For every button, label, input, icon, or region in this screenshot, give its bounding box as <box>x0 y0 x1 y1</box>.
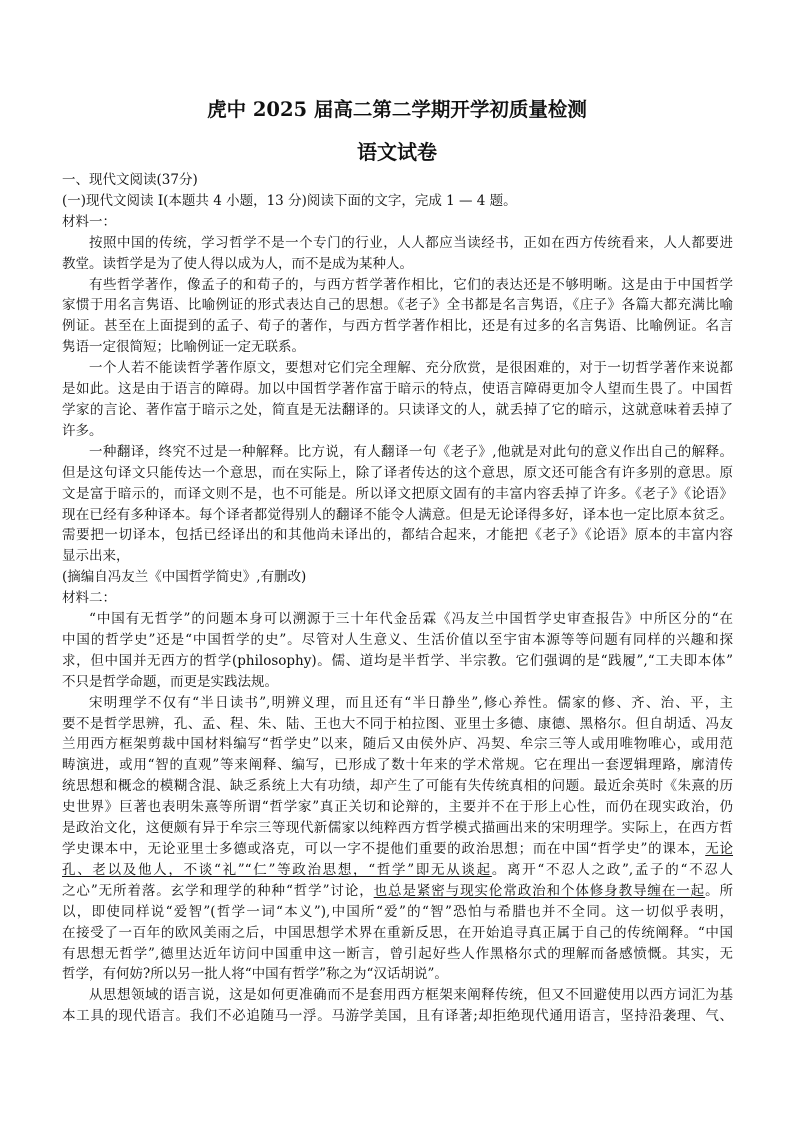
underlined-text: 孔、老以及他人，不谈“礼”“仁”等政治思想，“哲学”即无从谈起 <box>62 861 492 878</box>
text-line: 需要把一切译本，包括已经译出的和其他尚未译出的，都结合起来，才能把《老子》《论语》原本的丰富内容 <box>62 527 733 544</box>
line-text: 学史课本中，无论亚里士多德或洛克，可以一字不提他们重要的政治思想；而在中国“哲学史”的课本， <box>62 841 706 857</box>
text-line: 中国的哲学史”还是“中国哲学的史”。尽管对人生意义、生活价值以至宇宙本源等等问题有同样的兴趣和探 <box>62 631 733 648</box>
line-text: 之心”无所着落。玄学和理学的种种“哲学”讨论， <box>62 882 374 899</box>
paragraph <box>62 985 733 1027</box>
paragraph <box>62 358 733 442</box>
text-line: 文是富于暗示的，而译文则不是，也不可能是。所以译文把原文固有的丰富内容丢掉了许多。《老子》《论语》 <box>62 485 733 502</box>
exam-subtitle: 语文试卷 <box>357 140 437 164</box>
text-line: 按照中国的传统，学习哲学不是一个专门的行业，人人都应当读经书，正如在西方传统看来，人人都要进 <box>89 234 733 251</box>
text-line: 哲学，有何妨?所以另一批人将“中国有哲学”称之为“汉话胡说”。 <box>62 966 448 983</box>
text-line: 在接受了一百年的欧风美雨之后，中国思想学术界在重新反思，在开始追寻真正属于自己的传统阐释。“中国 <box>62 924 733 941</box>
text-line: 一种翻译，终究不过是一种解释。比方说，有人翻译一句《老子》,他就是对此句的意义作出自己的解释。 <box>89 443 733 460</box>
material-two-label: 材料二： <box>62 590 116 607</box>
text-line: “中国有无哲学”的问题本身可以溯源于三十年代金岳霖《冯友兰中国哲学史审查报告》中所区分的“在 <box>89 611 733 628</box>
text-line: 显示出来， <box>62 548 130 565</box>
text-line: 宋明理学不仅有“半日读书”,明辨义理，而且还有“半日静坐”,修心养性。儒家的修、齐、治、平，主 <box>89 694 733 711</box>
line-text: 。离开“不忍人之政”,孟子的“不忍人 <box>491 861 733 878</box>
text-line: 史世界》巨著也表明朱熹等所谓“哲学家”真正关切和论辩的，主要并不在于形上心性，而仍在现实政治，仍 <box>62 799 733 816</box>
text-line: 本工具的现代语言。我们不必追随马一浮。马游学美国，且有译著;却拒绝现代通用语言，坚持沿袭理、气、 <box>62 1008 733 1025</box>
source-citation: (摘编自冯友兰《中国哲学简史》,有删改) <box>62 569 307 586</box>
text-line <box>62 881 733 902</box>
text-line: 现在已经有多种译本。每个译者都觉得别人的翻译不能令人满意。但是无论译得多好，译本也一定比原本贫乏。 <box>62 506 733 523</box>
text-line: 教堂。读哲学是为了使人得以成为人，而不是成为某种人。 <box>62 255 413 272</box>
text-line: 例证。甚至在上面提到的孟子、荀子的著作，与西方哲学著作相比，还是有过多的名言隽语、比喻例证。名言 <box>62 318 733 335</box>
section-instruction: (一)现代文阅读 I(本题共 4 小题，13 分)阅读下面的文字，完成 1 — 4 题。 <box>62 192 517 209</box>
document-body <box>62 170 733 1027</box>
text-line: 从思想领域的语言说，这是如何更准确而不是套用西方框架来阐释传统，但又不回避使用以西方词汇为基 <box>89 987 733 1004</box>
text-line: 有些哲学著作，像孟子的和荀子的，与西方哲学著作相比，它们的表达还是不够明晰。这是由于中国哲学 <box>89 276 733 293</box>
text-line: 许多。 <box>62 422 103 439</box>
text-line: 是政治文化，这便颇有异于牟宗三等现代新儒家以纯粹西方哲学模式描画出来的宋明理学。实际上，在西方哲 <box>62 820 733 837</box>
paragraph <box>62 442 733 567</box>
text-line: 有思想无哲学”,德里达近年访问中国重申这一断言，曾引起好些人作黑格尔式的理解而备感愤慨。其实，无 <box>62 945 733 962</box>
paragraph <box>62 275 733 359</box>
text-line: 是如此。这是由于语言的障碍。加以中国哲学著作富于暗示的特点，使语言障碍更加令人望而生畏了。中国哲 <box>62 381 733 398</box>
text-line: 但是这句译文只能传达一个意思，而在实际上，除了译者传达的这个意思，原文还可能含有许多别的意思。原 <box>62 464 733 481</box>
paragraph <box>62 693 733 986</box>
text-line: 要不是哲学思辨，孔、孟、程、朱、陆、王也大不同于柏拉图、亚里士多德、康德、黑格尔。但自胡适、冯友 <box>62 715 733 732</box>
underlined-text: 无论 <box>705 841 734 857</box>
paragraph <box>62 233 733 275</box>
text-line: 统思想和概念的模糊含混、缺乏系统上大有功绩，却产生了可能有失传统真相的问题。最近余英时《朱熹的历 <box>62 778 733 795</box>
text-line: 学家的言论、著作富于暗示之处，简直是无法翻译的。只读译文的人，就丢掉了它的暗示，这就意味着丢掉了 <box>62 401 733 418</box>
underlined-text: 也总是紧密与现实伦常政治和个体修身教导缠在一起 <box>373 882 706 899</box>
text-line <box>62 839 733 860</box>
text-line: 兰用西方框架剪裁中国材料编写“哲学史”以来，随后又由侯外庐、冯契、牟宗三等人或用唯物唯心，或用范 <box>62 736 733 753</box>
text-line <box>62 860 733 881</box>
text-line: 家惯于用名言隽语、比喻例证的形式表达自己的思想。《老子》全书都是名言隽语，《庄子》各篇大都充满比喻 <box>62 297 733 314</box>
paragraph <box>62 609 733 693</box>
material-one-label: 材料一： <box>62 213 116 230</box>
text-line: 畴演进，或用“智的直观”等来阐释、编写，已形成了数十年来的学术常规。它在理出一套逻辑理路，廓清传 <box>62 757 733 774</box>
text-line: 求，但中国并无西方的哲学(philosophy)。儒、道均是半哲学、半宗教。它们强调的是“践履”,“工夫即本体” <box>62 652 733 669</box>
line-text: 。所 <box>705 882 733 899</box>
section-heading: 一、现代文阅读(37分) <box>62 172 198 188</box>
text-line: 一个人若不能读哲学著作原文，要想对它们完全理解、充分欣赏，是很困难的，对于一切哲学著作来说都 <box>89 360 733 377</box>
text-line: 不只是哲学命题，而更是实践法规。 <box>62 673 278 690</box>
exam-title: 虎中 2025 届高二第二学期开学初质量检测 <box>207 98 587 121</box>
text-line: 隽语一定很简短；比喻例证一定无联系。 <box>62 339 305 356</box>
text-line: 以，即使同样说“爱智”(哲学一词“本义”),中国所“爱”的“智”恐怕与希腊也并不全同。这一切似乎表明， <box>62 903 733 920</box>
